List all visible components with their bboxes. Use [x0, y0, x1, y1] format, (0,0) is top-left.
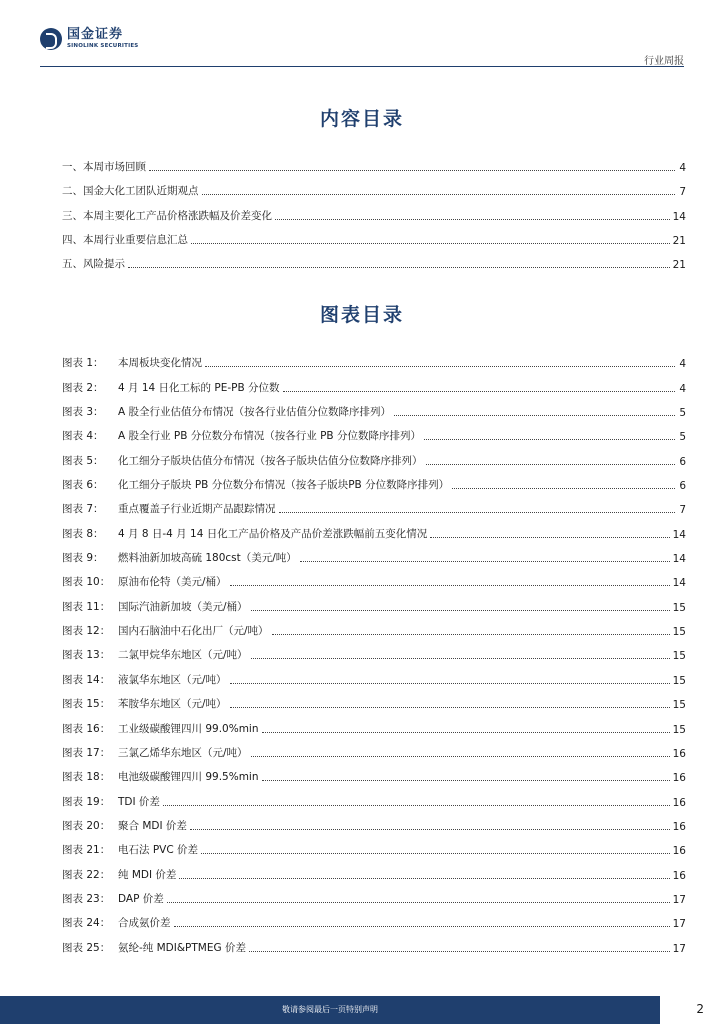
logo-en: SINOLINK SECURITIES: [67, 43, 139, 49]
figure-title: 化工细分子版块 PB 分位数分布情况（按各子版块PB 分位数降序排列）: [118, 479, 450, 492]
figure-number: 图表 7：: [62, 503, 104, 516]
page-ref: 16: [672, 845, 686, 858]
footer-disclaimer: 敬请参阅最后一页特别声明: [282, 1005, 378, 1014]
dot-leader: [251, 601, 670, 611]
figure-title: 燃料油新加坡高硫 180cst（美元/吨）: [118, 552, 297, 565]
figure-entry[interactable]: [62, 589, 686, 613]
dot-leader: [283, 382, 675, 392]
figure-entry[interactable]: [62, 882, 686, 906]
page-ref: 5: [679, 431, 686, 444]
figure-title: 纯 MDI 价差: [118, 868, 177, 881]
footer-bar: [0, 996, 660, 1024]
figure-entry[interactable]: [62, 516, 686, 540]
page-ref: 16: [672, 772, 686, 785]
dot-leader: [174, 917, 670, 927]
page-ref: 17: [672, 918, 686, 931]
figure-number: 图表 10：: [62, 576, 111, 589]
figure-title: 电池级碳酸锂四川 99.5%min: [118, 771, 259, 784]
page-ref: 5: [679, 407, 686, 420]
figure-title: A 股全行业 PB 分位数分布情况（按各行业 PB 分位数降序排列）: [118, 430, 421, 443]
dot-leader: [251, 649, 670, 659]
figure-number: 图表 5：: [62, 454, 104, 467]
figure-title: 化工细分子版块估值分布情况（按各子版块估值分位数降序排列）: [118, 454, 423, 467]
figure-number: 图表 25：: [62, 941, 111, 954]
figures-list: [62, 346, 686, 955]
figure-entry[interactable]: [62, 809, 686, 833]
figure-title: 国际汽油新加坡（美元/桶）: [118, 600, 248, 613]
page-ref: 16: [672, 869, 686, 882]
dot-leader: [230, 674, 670, 684]
page-ref: 15: [672, 699, 686, 712]
page-ref: 16: [672, 796, 686, 809]
figure-title: TDI 价差: [118, 795, 160, 808]
dot-leader: [300, 552, 670, 562]
figure-entry[interactable]: [62, 687, 686, 711]
page-ref: 16: [672, 747, 686, 760]
page-header: [0, 0, 724, 70]
logo-icon: [40, 28, 62, 50]
figure-entry[interactable]: [62, 492, 686, 516]
toc-entry[interactable]: [62, 150, 686, 174]
figure-entry[interactable]: [62, 346, 686, 370]
figure-number: 图表 18：: [62, 771, 111, 784]
page-ref: 4: [679, 382, 686, 395]
report-type-label: 行业周报: [644, 56, 684, 67]
figure-number: 图表 15：: [62, 698, 111, 711]
page-ref: 7: [679, 186, 686, 199]
figure-number: 图表 4：: [62, 430, 104, 443]
figure-number: 图表 16：: [62, 722, 111, 735]
dot-leader: [202, 185, 676, 195]
figure-title: 二氯甲烷华东地区（元/吨）: [118, 649, 248, 662]
page-ref: 15: [672, 723, 686, 736]
figure-title: A 股全行业估值分布情况（按各行业估值分位数降序排列）: [118, 406, 392, 419]
figure-entry[interactable]: [62, 614, 686, 638]
figure-entry[interactable]: [62, 662, 686, 686]
page-ref: 15: [672, 674, 686, 687]
toc-entry-label: 五、风险提示: [62, 257, 125, 270]
figure-number: 图表 22：: [62, 868, 111, 881]
page-ref: 15: [672, 650, 686, 663]
figure-number: 图表 19：: [62, 795, 111, 808]
figure-title: 原油布伦特（美元/桶）: [118, 576, 227, 589]
toc-entry-label: 三、本周主要化工产品价格涨跌幅及价差变化: [62, 209, 272, 222]
dot-leader: [167, 893, 670, 903]
dot-leader: [179, 869, 669, 879]
figure-entry[interactable]: [62, 443, 686, 467]
page-ref: 4: [679, 162, 686, 175]
figure-number: 图表 20：: [62, 819, 111, 832]
page-ref: 21: [672, 234, 686, 247]
figure-number: 图表 14：: [62, 673, 111, 686]
figure-number: 图表 3：: [62, 406, 104, 419]
page-ref: 16: [672, 820, 686, 833]
figure-number: 图表 24：: [62, 917, 111, 930]
dot-leader: [230, 576, 670, 586]
figure-entry[interactable]: [62, 833, 686, 857]
page-ref: 4: [679, 358, 686, 371]
dot-leader: [249, 942, 670, 952]
dot-leader: [230, 698, 670, 708]
figure-entry[interactable]: [62, 468, 686, 492]
page-ref: 14: [672, 528, 686, 541]
figure-entry[interactable]: [62, 930, 686, 954]
figure-entry[interactable]: [62, 711, 686, 735]
figure-number: 图表 21：: [62, 844, 111, 857]
figure-entry[interactable]: [62, 760, 686, 784]
page-ref: 14: [672, 210, 686, 223]
figure-number: 图表 11：: [62, 600, 111, 613]
dot-leader: [262, 723, 670, 733]
figure-number: 图表 8：: [62, 527, 104, 540]
figure-title: 氨纶-纯 MDI&PTMEG 价差: [118, 941, 246, 954]
page-ref: 7: [679, 504, 686, 517]
figure-entry[interactable]: [62, 541, 686, 565]
company-logo: [40, 28, 138, 50]
figure-title: 本周板块变化情况: [118, 357, 202, 370]
figure-number: 图表 9：: [62, 552, 104, 565]
figure-number: 图表 23：: [62, 892, 111, 905]
figure-number: 图表 12：: [62, 625, 111, 638]
figure-number: 图表 6：: [62, 479, 104, 492]
figure-title: 电石法 PVC 价差: [118, 844, 199, 857]
page-ref: 6: [679, 455, 686, 468]
dot-leader: [191, 234, 670, 244]
figure-entry[interactable]: [62, 906, 686, 930]
figure-entry[interactable]: [62, 784, 686, 808]
figure-title: 三氯乙烯华东地区（元/吨）: [118, 746, 248, 759]
toc-entry[interactable]: [62, 198, 686, 222]
toc-title: 内容目录: [319, 108, 404, 130]
dot-leader: [201, 844, 670, 854]
dot-leader: [426, 455, 676, 465]
dot-leader: [279, 503, 676, 513]
toc-entry[interactable]: [62, 223, 686, 247]
figure-entry[interactable]: [62, 395, 686, 419]
dot-leader: [430, 528, 669, 538]
figure-title: 聚合 MDI 价差: [118, 819, 187, 832]
dot-leader: [205, 357, 675, 367]
dot-leader: [424, 430, 675, 440]
figure-entry[interactable]: [62, 419, 686, 443]
figure-number: 图表 1：: [62, 357, 104, 370]
dot-leader: [262, 771, 670, 781]
figures-title: 图表目录: [319, 304, 404, 326]
page-ref: 21: [672, 258, 686, 271]
page-ref: 6: [679, 480, 686, 493]
figure-title: 苯胺华东地区（元/吨）: [118, 698, 227, 711]
figure-entry[interactable]: [62, 736, 686, 760]
figure-title: 重点覆盖子行业近期产品跟踪情况: [118, 503, 276, 516]
dot-leader: [394, 406, 675, 416]
figure-entry[interactable]: [62, 565, 686, 589]
figure-title: 国内石脑油中石化出厂（元/吨）: [118, 625, 269, 638]
dot-leader: [272, 625, 670, 635]
figure-title: 工业级碳酸锂四川 99.0%min: [118, 722, 259, 735]
figure-title: 4 月 14 日化工标的 PE-PB 分位数: [118, 381, 280, 394]
toc-entry[interactable]: [62, 174, 686, 198]
page-footer: [0, 996, 724, 1024]
page-ref: 14: [672, 553, 686, 566]
figure-number: 图表 17：: [62, 746, 111, 759]
figure-entry[interactable]: [62, 370, 686, 394]
figure-entry[interactable]: [62, 638, 686, 662]
toc-entry-label: 一、本周市场回顾: [62, 161, 146, 174]
dot-leader: [452, 479, 675, 489]
figure-title: 合成氨价差: [118, 917, 171, 930]
toc-entry[interactable]: [62, 247, 686, 271]
toc-list: [62, 150, 686, 271]
dot-leader: [149, 161, 675, 171]
page-ref: 15: [672, 601, 686, 614]
dot-leader: [128, 258, 670, 268]
figure-entry[interactable]: [62, 857, 686, 881]
page-number: 2: [696, 1002, 704, 1016]
figure-number: 图表 2：: [62, 381, 104, 394]
figure-title: 液氯华东地区（元/吨）: [118, 673, 227, 686]
page-ref: 14: [672, 577, 686, 590]
header-divider: [40, 66, 684, 67]
figure-title: DAP 价差: [118, 892, 164, 905]
dot-leader: [275, 210, 670, 220]
logo-cn: 国金证券: [67, 27, 124, 42]
page-ref: 15: [672, 626, 686, 639]
dot-leader: [190, 820, 670, 830]
dot-leader: [251, 747, 670, 757]
logo-text: [67, 28, 138, 50]
figure-number: 图表 13：: [62, 649, 111, 662]
dot-leader: [163, 796, 670, 806]
figure-title: 4 月 8 日-4 月 14 日化工产品价格及产品价差涨跌幅前五变化情况: [118, 527, 428, 540]
toc-entry-label: 四、本周行业重要信息汇总: [62, 233, 188, 246]
toc-entry-label: 二、国金大化工团队近期观点: [62, 185, 199, 198]
page-ref: 17: [672, 942, 686, 955]
page-ref: 17: [672, 893, 686, 906]
